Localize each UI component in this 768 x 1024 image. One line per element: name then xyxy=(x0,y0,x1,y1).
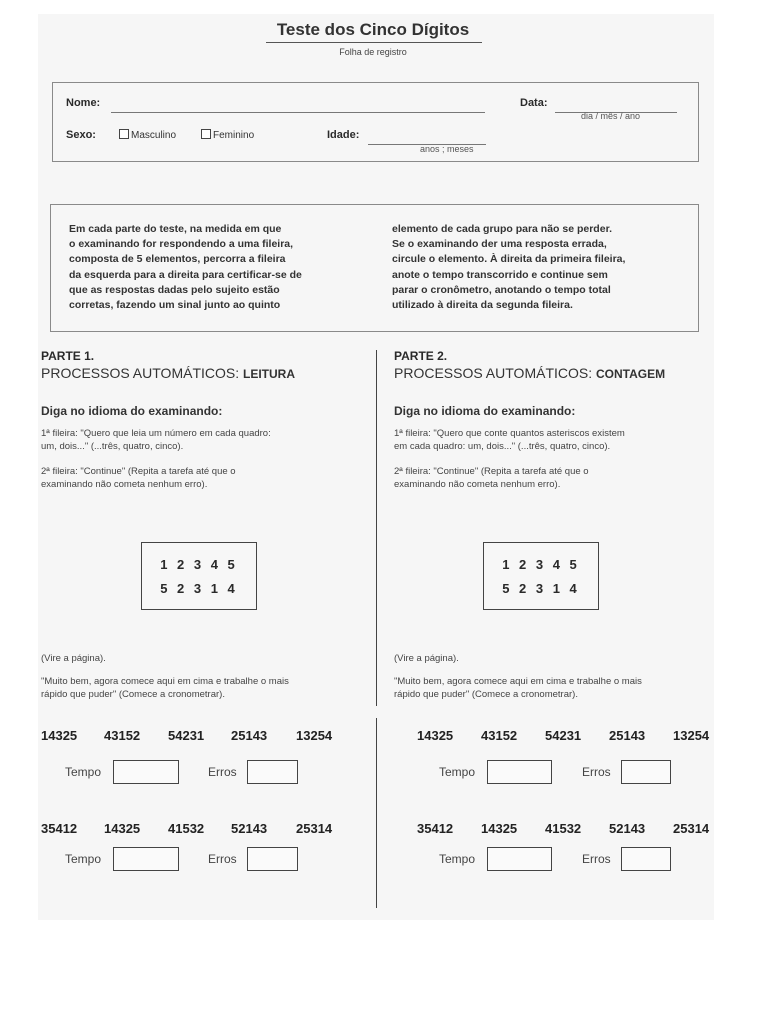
text-line: rápido que puder" (Comece a cronometrar). xyxy=(394,688,578,700)
instructions-right xyxy=(392,222,678,313)
feminino-option[interactable] xyxy=(201,129,254,141)
digit-group[interactable]: 14325 xyxy=(104,821,141,836)
instruction-line: composta de 5 elementos, percorra a fileira xyxy=(69,253,286,266)
part-2-say: Diga no idioma do examinando: xyxy=(394,404,576,418)
part-1-tempo-2-input[interactable] xyxy=(113,847,179,871)
text-line: examinando não cometa nenhum erro). xyxy=(394,478,561,490)
erros-label: Erros xyxy=(582,765,611,779)
instruction-line: que as respostas dadas pelo sujeito estão xyxy=(69,283,280,296)
text-line: 2ª fileira: "Continue" (Repita a tarefa até que o xyxy=(394,466,589,477)
part-2-row1-instruction xyxy=(394,428,625,453)
text-line: 1ª fileira: "Quero que leia um número em cada quadro: xyxy=(41,428,271,439)
example-row: 1 2 3 4 5 xyxy=(502,557,580,572)
tempo-label: Tempo xyxy=(65,852,102,866)
part-1-example-box xyxy=(141,542,257,610)
process-type: LEITURA xyxy=(243,367,296,381)
part-2-example-box xyxy=(483,542,599,610)
digit-group[interactable]: 52143 xyxy=(609,821,646,836)
digit-group[interactable]: 14325 xyxy=(481,821,518,836)
part-1-turn-page: (Vire a página). xyxy=(41,653,106,664)
masculino-checkbox[interactable] xyxy=(119,129,129,139)
tempo-label: Tempo xyxy=(439,765,476,779)
instructions-left xyxy=(69,222,351,313)
part-1-say: Diga no idioma do examinando: xyxy=(41,404,223,418)
digit-group[interactable]: 52143 xyxy=(231,821,268,836)
digit-group[interactable]: 35412 xyxy=(417,821,454,836)
part-1-row1-instruction xyxy=(41,428,271,453)
digit-group[interactable]: 13254 xyxy=(296,728,333,743)
nome-label: Nome: xyxy=(66,97,101,109)
instruction-line: Em cada parte do teste, na medida em que xyxy=(69,223,282,235)
digit-group[interactable]: 13254 xyxy=(673,728,710,743)
part-2-process xyxy=(394,365,665,381)
instruction-line: o examinando for respondendo a uma fileira, xyxy=(69,238,294,251)
part-1-heading: PARTE 1. xyxy=(41,349,95,363)
text-line: 1ª fileira: "Quero que conte quantos asteriscos existem xyxy=(394,428,625,439)
column-divider-bottom xyxy=(376,718,377,908)
instruction-line: elemento de cada grupo para não se perder. xyxy=(392,223,612,235)
digit-group[interactable]: 14325 xyxy=(417,728,454,743)
column-divider-top xyxy=(376,350,377,706)
example-row: 1 2 3 4 5 xyxy=(160,557,238,572)
page-subtitle: Folha de registro xyxy=(339,47,407,57)
part-1-start-instruction xyxy=(41,676,289,701)
part-2-turn-page: (Vire a página). xyxy=(394,653,459,664)
instruction-line: anote o tempo transcorrido e continue sem xyxy=(392,268,608,281)
part-1-erros-2-input[interactable] xyxy=(247,847,298,871)
digit-group[interactable]: 25314 xyxy=(673,821,710,836)
idade-hint: anos ; meses xyxy=(420,144,474,154)
sexo-label: Sexo: xyxy=(66,129,96,141)
text-line: examinando não cometa nenhum erro). xyxy=(41,478,208,490)
text-line: "Muito bem, agora comece aqui em cima e trabalhe o mais xyxy=(41,676,289,687)
part-2-erros-1-input[interactable] xyxy=(621,760,671,784)
part-1-process xyxy=(41,365,295,381)
feminino-checkbox[interactable] xyxy=(201,129,211,139)
digit-group[interactable]: 43152 xyxy=(104,728,141,743)
instruction-line: circule o elemento. À direita da primeira fileira, xyxy=(392,253,626,266)
digit-group[interactable]: 43152 xyxy=(481,728,518,743)
feminino-label: Feminino xyxy=(213,130,255,141)
digit-group[interactable]: 54231 xyxy=(168,728,205,743)
erros-label: Erros xyxy=(208,852,237,866)
part-1-row2-instruction xyxy=(41,466,236,491)
text-line: 2ª fileira: "Continue" (Repita a tarefa até que o xyxy=(41,466,236,477)
text-line: rápido que puder" (Comece a cronometrar). xyxy=(41,688,225,700)
example-row: 5 2 3 1 4 xyxy=(160,581,238,596)
part-2-tempo-1-input[interactable] xyxy=(487,760,552,784)
digit-group[interactable]: 25143 xyxy=(231,728,268,743)
identification-form xyxy=(52,82,699,162)
instruction-line: Se o examinando der uma resposta errada, xyxy=(392,238,607,251)
digit-group[interactable]: 41532 xyxy=(168,821,205,836)
text-line: "Muito bem, agora comece aqui em cima e trabalhe o mais xyxy=(394,676,642,687)
data-hint: dia / mês / ano xyxy=(581,111,641,121)
digit-group[interactable]: 35412 xyxy=(41,821,78,836)
page-title: Teste dos Cinco Dígitos xyxy=(276,20,470,39)
erros-label: Erros xyxy=(582,852,611,866)
idade-label: Idade: xyxy=(327,129,360,141)
part-1-erros-1-input[interactable] xyxy=(247,760,298,784)
masculino-option[interactable] xyxy=(119,129,176,141)
example-row: 5 2 3 1 4 xyxy=(502,581,580,596)
tempo-label: Tempo xyxy=(65,765,102,779)
nome-field[interactable] xyxy=(111,112,485,113)
digit-group[interactable]: 41532 xyxy=(545,821,582,836)
instruction-line: corretas, fazendo um sinal junto ao quinto xyxy=(69,299,281,312)
digit-group[interactable]: 54231 xyxy=(545,728,582,743)
part-2-start-instruction xyxy=(394,676,642,701)
digit-group[interactable]: 25143 xyxy=(609,728,646,743)
part-2-heading: PARTE 2. xyxy=(394,349,448,363)
part-1-tempo-1-input[interactable] xyxy=(113,760,179,784)
part-2-tempo-2-input[interactable] xyxy=(487,847,552,871)
process-type: CONTAGEM xyxy=(596,367,666,381)
process-label: PROCESSOS AUTOMÁTICOS: xyxy=(41,365,244,381)
text-line: um, dois..." (...três, quatro, cinco). xyxy=(41,440,184,452)
instructions-box xyxy=(50,204,699,332)
masculino-label: Masculino xyxy=(131,130,177,141)
instruction-line: utilizado à direita da segunda fileira. xyxy=(392,299,573,312)
part-2-erros-2-input[interactable] xyxy=(621,847,671,871)
process-label: PROCESSOS AUTOMÁTICOS: xyxy=(394,365,597,381)
title-underline xyxy=(266,42,482,43)
digit-group[interactable]: 25314 xyxy=(296,821,333,836)
data-label: Data: xyxy=(520,97,548,109)
erros-label: Erros xyxy=(208,765,237,779)
digit-group[interactable]: 14325 xyxy=(41,728,78,743)
part-2-row2-instruction xyxy=(394,466,589,491)
tempo-label: Tempo xyxy=(439,852,476,866)
instruction-line: da esquerda para a direita para certificar-se de xyxy=(69,268,302,281)
instruction-line: parar o cronômetro, anotando o tempo total xyxy=(392,283,611,296)
text-line: em cada quadro: um, dois..." (...três, quatro, cinco). xyxy=(394,440,611,452)
